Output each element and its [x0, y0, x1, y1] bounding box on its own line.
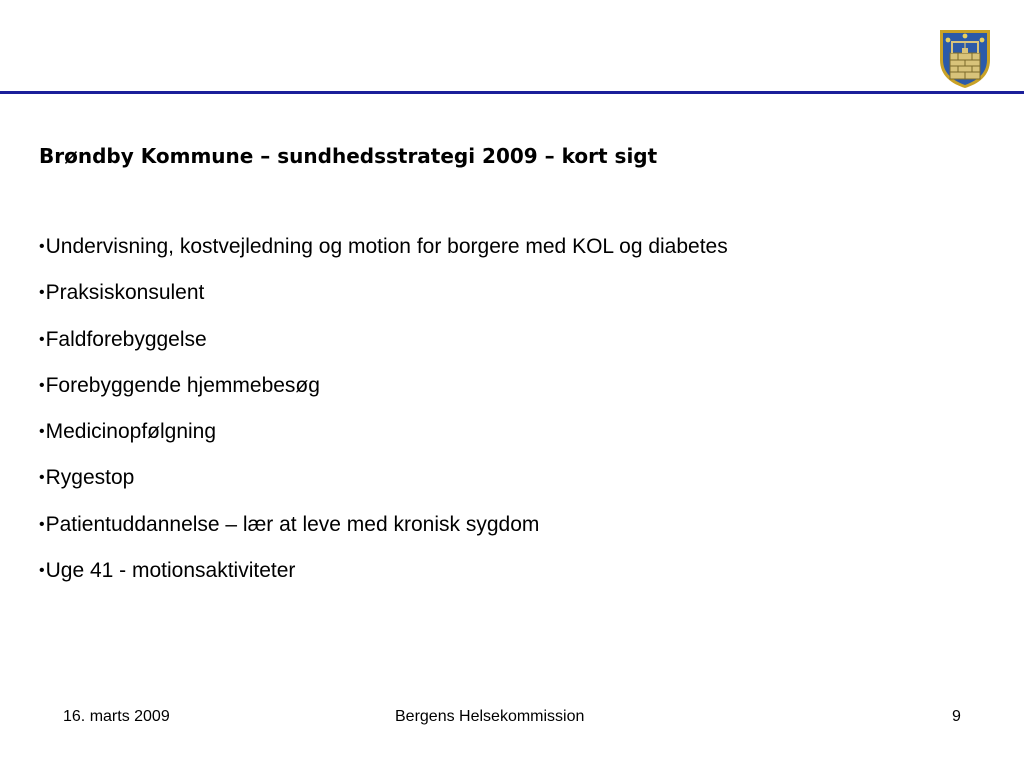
list-item [39, 370, 728, 402]
bullet-icon: • [39, 238, 45, 255]
list-item-text: Undervisning, kostvejledning og motion for borgere med KOL og diabetes [45, 235, 728, 258]
bullet-list [39, 231, 728, 601]
bullet-icon: • [39, 330, 45, 348]
list-item [39, 324, 728, 356]
bullet-icon: • [39, 515, 45, 533]
header-rule [0, 91, 1024, 94]
bullet-icon: • [39, 423, 45, 441]
page-number: 9 [952, 708, 961, 725]
list-item-text: Faldforebyggelse [45, 327, 207, 351]
list-item [39, 555, 728, 587]
list-item [39, 462, 728, 494]
bullet-icon: • [39, 562, 45, 580]
list-item-text: Forebyggende hjemmebesøg [45, 373, 320, 397]
list-item-text: Uge 41 - motionsaktiviteter [45, 559, 296, 583]
list-item-text: Praksiskonsulent [45, 281, 205, 305]
footer-presenter: Bergens Helsekommission [395, 708, 585, 725]
list-item [39, 416, 728, 448]
slide-title: Brøndby Kommune – sundhedsstrategi 2009 – kort sigt [39, 144, 658, 168]
list-item [39, 277, 728, 309]
list-item-text: Rygestop [45, 466, 135, 490]
coat-of-arms-icon [936, 26, 994, 90]
bullet-icon: • [39, 284, 45, 302]
list-item-text: Patientuddannelse – lær at leve med kronisk sygdom [45, 512, 540, 536]
bullet-icon: • [39, 469, 45, 487]
list-item-text: Medicinopfølgning [45, 420, 217, 444]
list-item [39, 231, 728, 263]
bullet-icon: • [39, 376, 45, 394]
footer-date: 16. marts 2009 [63, 708, 170, 725]
list-item [39, 509, 728, 541]
